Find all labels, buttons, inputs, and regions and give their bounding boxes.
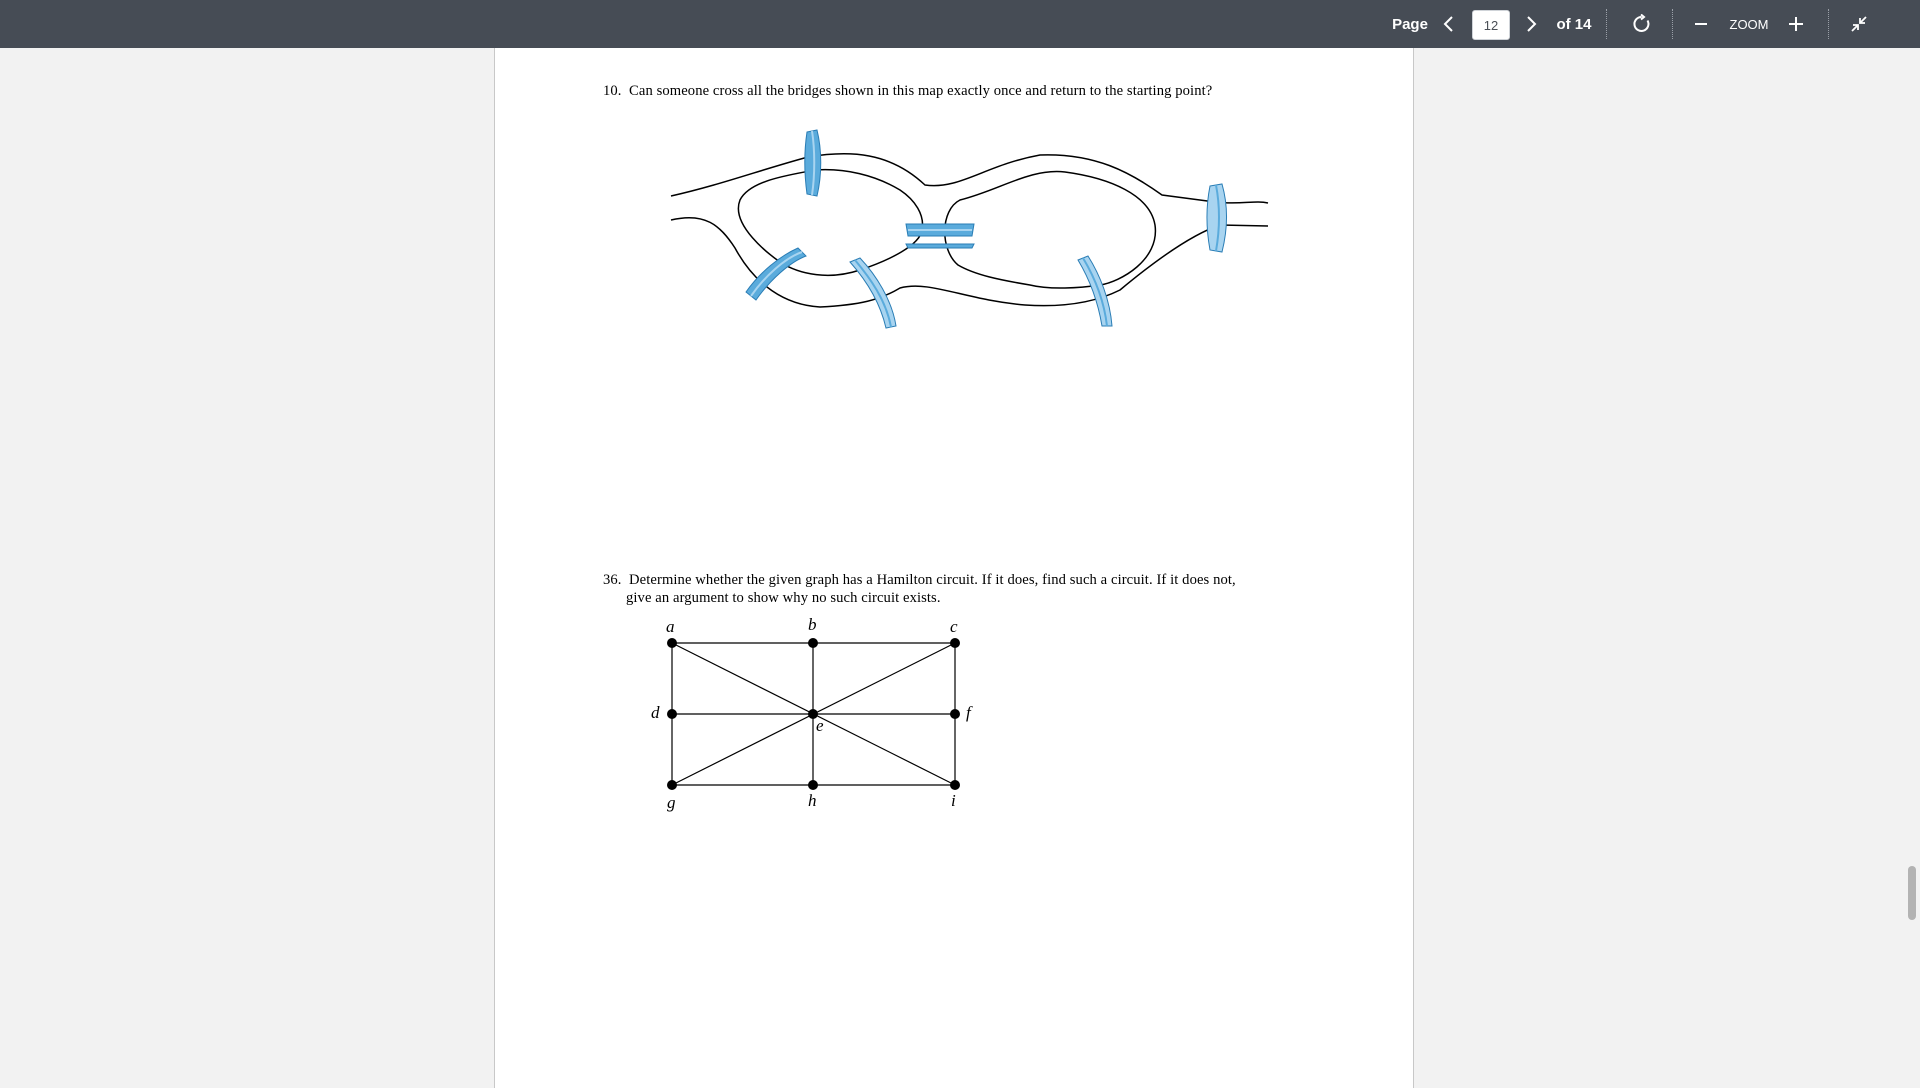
chevron-left-icon xyxy=(1442,15,1456,33)
vertex-h xyxy=(808,780,818,790)
vertex-label-i: i xyxy=(951,791,956,810)
collapse-icon xyxy=(1850,15,1868,33)
viewer-toolbar xyxy=(0,0,1920,48)
vertex-label-a: a xyxy=(666,617,675,636)
toolbar-divider xyxy=(1672,9,1673,39)
bridge-1 xyxy=(805,130,821,196)
island-1-outline xyxy=(738,170,922,276)
vertical-scrollbar-thumb[interactable] xyxy=(1908,866,1916,920)
page-total: of 14 xyxy=(1556,15,1592,33)
bridge-2 xyxy=(746,248,806,300)
plus-icon xyxy=(1788,16,1804,32)
previous-page-button[interactable] xyxy=(1436,0,1462,48)
exit-fullscreen-button[interactable] xyxy=(1844,0,1874,48)
vertex-f xyxy=(950,709,960,719)
bridges-map-figure xyxy=(660,120,1280,340)
vertex-label-b: b xyxy=(808,615,817,634)
toolbar-divider xyxy=(1606,9,1607,39)
vertex-d xyxy=(667,709,677,719)
vertex-g xyxy=(667,780,677,790)
question-10-text: Can someone cross all the bridges shown in this map exactly once and return to the starting point? xyxy=(629,83,1213,99)
vertex-label-h: h xyxy=(808,791,817,810)
vertex-label-e: e xyxy=(816,716,824,735)
bridge-5 xyxy=(1078,256,1112,326)
page-label: Page xyxy=(1392,15,1428,33)
question-36-text-line1: Determine whether the given graph has a Hamilton circuit. If it does, find such a circuit. If it does not, xyxy=(629,572,1236,588)
vertex-label-c: c xyxy=(950,617,958,636)
zoom-in-button[interactable] xyxy=(1782,0,1810,48)
bridge-6 xyxy=(1207,184,1227,252)
vertex-label-f: f xyxy=(966,703,971,722)
vertex-b xyxy=(808,638,818,648)
island-2-outline xyxy=(945,172,1156,289)
river-bank-outer-top xyxy=(671,154,1268,203)
question-10-number: 10. xyxy=(603,83,622,99)
next-page-button[interactable] xyxy=(1518,0,1544,48)
vertex-c xyxy=(950,638,960,648)
vertex-a xyxy=(667,638,677,648)
zoom-out-button[interactable] xyxy=(1688,0,1714,48)
question-36-text-line2: give an argument to show why no such circuit exists. xyxy=(626,590,941,606)
vertex-i xyxy=(950,780,960,790)
question-10 xyxy=(603,83,1212,100)
rotate-icon xyxy=(1632,14,1652,34)
vertex-label-d: d xyxy=(651,703,660,722)
bridge-3 xyxy=(906,224,974,248)
rotate-button[interactable] xyxy=(1626,0,1658,48)
page-number-input[interactable] xyxy=(1472,10,1510,40)
chevron-right-icon xyxy=(1524,15,1538,33)
minus-icon xyxy=(1693,16,1709,32)
question-36-line1 xyxy=(603,572,1236,589)
question-36-number: 36. xyxy=(603,572,622,588)
hamilton-graph xyxy=(660,630,980,800)
toolbar-divider xyxy=(1828,9,1829,39)
vertex-label-g: g xyxy=(667,793,676,812)
zoom-label: ZOOM xyxy=(1729,16,1769,32)
